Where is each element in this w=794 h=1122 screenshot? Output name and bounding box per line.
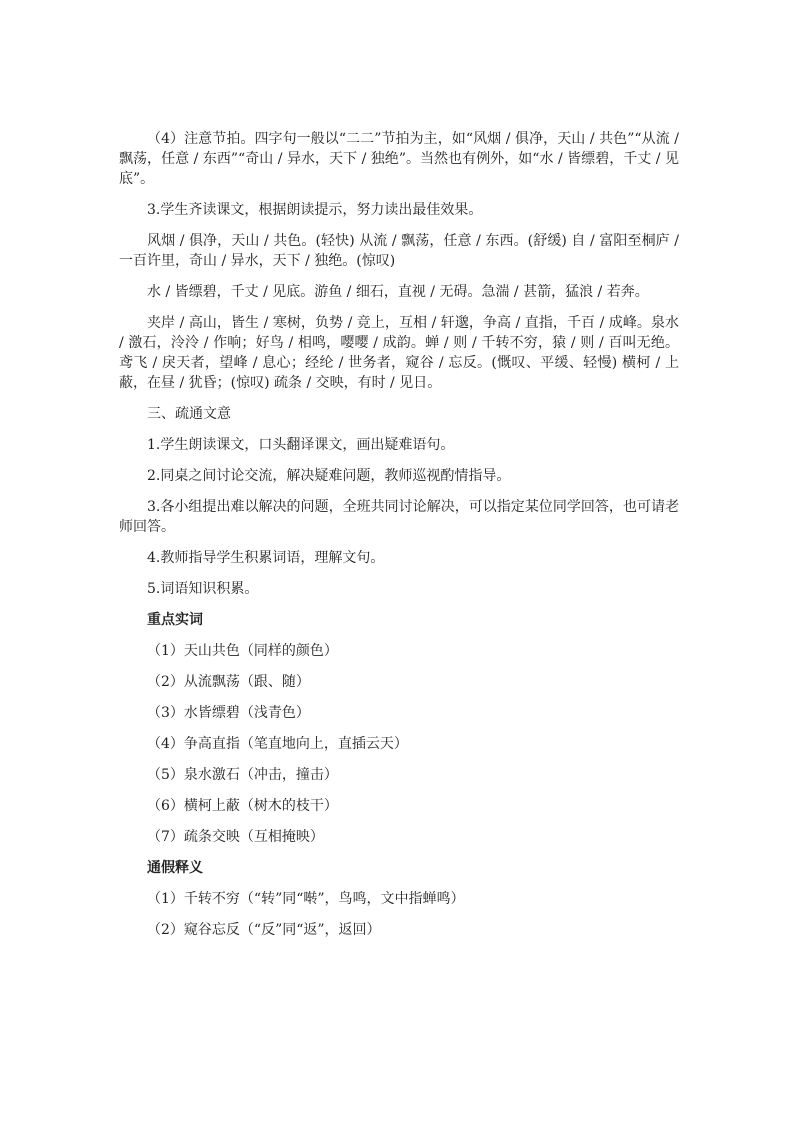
list-item: （1）千转不穷（“转”同“啭”，鸟鸣，文中指蝉鸣） xyxy=(147,891,465,907)
list-item: （2）从流飘荡（跟、随） xyxy=(147,674,310,690)
paragraph-task-4: 4.教师指导学生积累词语，理解文句。 xyxy=(147,550,385,566)
section-title-3: 三、疏通文意 xyxy=(147,406,231,422)
paragraph-task-5: 5.词语知识积累。 xyxy=(147,581,259,597)
heading-loan-characters: 通假释义 xyxy=(147,860,203,876)
paragraph-task-1: 1.学生朗读课文，口头翻译课文，画出疑难语句。 xyxy=(147,437,455,453)
document-body xyxy=(119,129,679,951)
paragraph-reading-2: 水 / 皆缥碧，千丈 / 见底。游鱼 / 细石，直视 / 无碍。急湍 / 甚箭，猛浪 / 若奔。 xyxy=(147,284,649,300)
list-item: （1）天山共色（同样的颜色） xyxy=(147,643,338,659)
list-item: （7）疏条交映（互相掩映） xyxy=(147,829,324,845)
list-item: （5）泉水激石（冲击，撞击） xyxy=(147,767,338,783)
paragraph-task-2: 2.同桌之间讨论交流，解决疑难问题，教师巡视酌情指导。 xyxy=(147,468,511,484)
heading-key-words: 重点实词 xyxy=(147,612,203,628)
list-item: （4）争高直指（笔直地向上，直插云天） xyxy=(147,736,408,752)
paragraph-task-3: 3.各小组提出难以解决的问题，全班共同讨论解决，可以指定某位同学回答，也可请老师回答。 xyxy=(119,499,679,535)
paragraph-reading-1: 风烟 / 俱净，天山 / 共色。(轻快) 从流 / 飘荡，任意 / 东西。(舒缓) 自 / 富阳至桐庐 / 一百许里，奇山 / 异水，天下 / 独绝。(惊叹) xyxy=(119,233,679,269)
paragraph-step-3: 3.学生齐读课文，根据朗读提示，努力读出最佳效果。 xyxy=(147,202,483,218)
paragraph-rhythm-note: （4）注意节拍。四字句一般以“二二”节拍为主，如“风烟 / 俱净，天山 / 共色”“从流 / 飘荡，任意 / 东西”“奇山 / 异水，天下 / 独绝”。当然也有例外，如“水 / 皆缥碧，千丈 / 见底”。 xyxy=(119,131,679,187)
list-item: （6）横柯上蔽（树木的枝干） xyxy=(147,798,338,814)
list-item: （3）水皆缥碧（浅青色） xyxy=(147,705,310,721)
paragraph-reading-3: 夹岸 / 高山，皆生 / 寒树，负势 / 竞上，互相 / 轩邈，争高 / 直指，千百 / 成峰。泉水 / 激石，泠泠 / 作响；好鸟 / 相鸣，嘤嘤 / 成韵。蝉 / 则 / 千转不穷，猿 / 则 / 百叫无绝。鸢飞 / 戾天者，望峰 / 息心；经纶 / 世务者，窥谷 / 忘反。(慨叹、平缓、轻慢) 横柯 / 上蔽，在昼 / 犹昏；(惊叹) 疏条 / 交映，有时 / 见日。 xyxy=(119,315,679,391)
list-item: （2）窥谷忘反（“反”同“返”，返回） xyxy=(147,922,381,938)
